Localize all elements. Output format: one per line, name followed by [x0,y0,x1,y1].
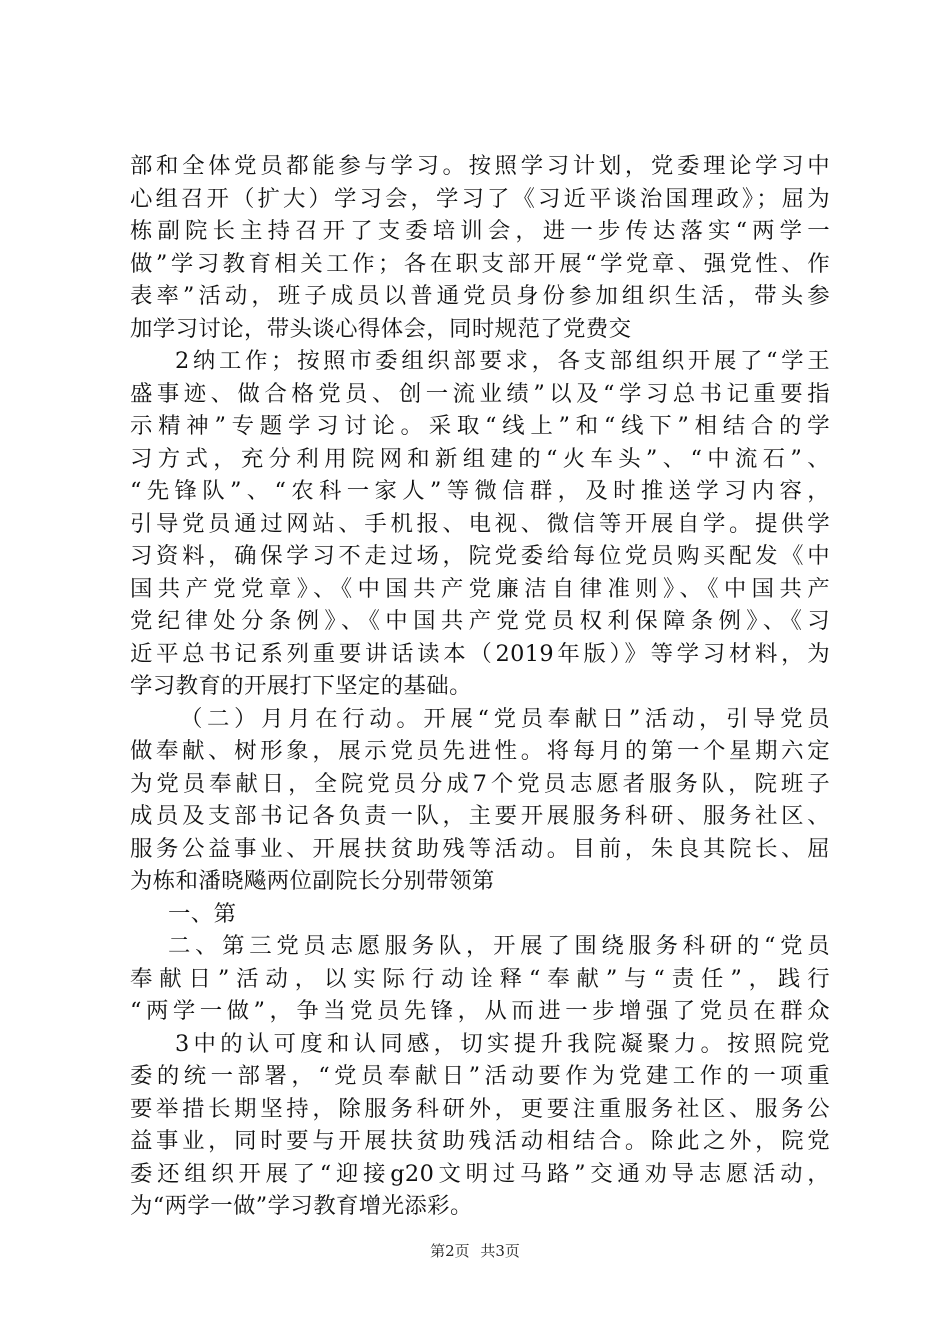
text-line: 习方式，充分利用院网和新组建的“火车头”、“中流石”、 [130,445,830,472]
text-line: 奉献日”活动，以实际行动诠释“奉献”与“责任”，践行 [130,965,830,992]
text-line: 加学习讨论，带头谈心得体会，同时规范了党费交 [130,315,632,342]
page-total: 共3页 [480,1242,520,1260]
text-line: 做奉献、树形象，展示党员先进性。将每月的第一个星期六定 [130,738,830,764]
text-line: 部和全体党员都能参与学习。按照学习计划，党委理论学习中 [130,153,830,179]
text-line: 党纪律处分条例》、《中国共产党党员权利保障条例》、《习 [130,608,830,634]
text-line: 做”学习教育相关工作；各在职支部开展“学党章、强党性、作 [130,250,830,277]
text-line: 为栋和潘晓飚两位副院长分别带领第 [130,868,495,894]
text-line: 为“两学一做”学习教育增光添彩。 [130,1193,473,1219]
text-line: 成员及支部书记各负责一队，主要开展服务科研、服务社区、 [130,803,830,829]
text-line: （二）月月在行动。开展“党员奉献日”活动，引导党员 [180,705,830,732]
text-line: 益事业，同时要与开展扶贫助残活动相结合。除此之外，院党 [130,1128,830,1154]
text-line: 引导党员通过网站、手机报、电视、微信等开展自学。提供学 [130,510,830,537]
text-line: 委的统一部署，“党员奉献日”活动要作为党建工作的一项重 [130,1063,830,1089]
document-body [130,150,830,1223]
text-line: 一、第 [168,900,237,927]
text-line: 栋副院长主持召开了支委培训会，进一步传达落实“两学一 [130,218,830,244]
text-line: 为党员奉献日，全院党员分成7个党员志愿者服务队，院班子 [130,770,830,797]
text-line: “两学一做”，争当党员先锋，从而进一步增强了党员在群众 [130,998,830,1024]
text-line: 示精神”专题学习讨论。采取“线上”和“线下”相结合的学 [130,413,830,439]
text-line: “先锋队”、“农科一家人”等微信群，及时推送学习内容， [130,478,830,504]
text-line: 学习教育的开展打下坚定的基础。 [130,673,472,699]
text-line: 心组召开（扩大）学习会，学习了《习近平谈治国理政》；屈为 [130,185,830,212]
text-line: 习资料，确保学习不走过场，院党委给每位党员购买配发《中 [130,543,830,569]
text-line: 委还组织开展了“迎接g20文明过马路”交通劝导志愿活动， [130,1160,830,1187]
text-line: 要举措长期坚持，除服务科研外，更要注重服务社区、服务公 [130,1095,830,1122]
text-line: 表率”活动，班子成员以普通党员身份参加组织生活，带头参 [130,283,830,309]
text-line: 服务公益事业、开展扶贫助残等活动。目前，朱良其院长、屈 [130,835,830,862]
text-line: 2纳工作；按照市委组织部要求，各支部组织开展了“学王 [175,348,830,374]
text-line: 盛事迹、做合格党员、创一流业绩”以及“学习总书记重要指 [130,380,830,407]
page-number: 第2页 [430,1242,470,1260]
page-footer [0,1240,950,1261]
text-line: 二、第三党员志愿服务队，开展了围绕服务科研的“党员 [168,933,830,959]
text-line: 3中的认可度和认同感，切实提升我院凝聚力。按照院党 [175,1030,830,1057]
text-line: 近平总书记系列重要讲话读本（2019年版）》等学习材料，为 [130,640,830,667]
text-line: 国共产党党章》、《中国共产党廉洁自律准则》、《中国共产 [130,575,830,602]
